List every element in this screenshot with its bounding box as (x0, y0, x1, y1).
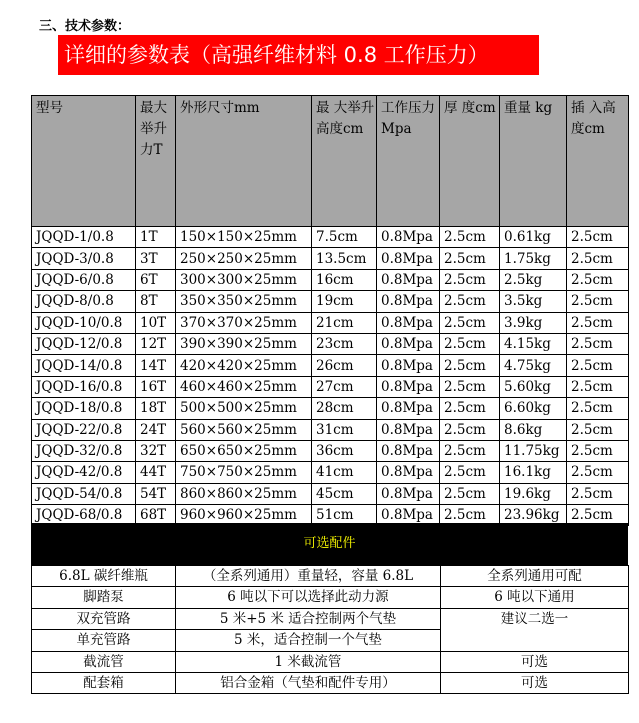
table-cell: 19cm (312, 291, 377, 312)
table-cell: 560×560×25mm (176, 419, 312, 440)
table-cell: 68T (136, 505, 176, 526)
table-cell: JQQD-6/0.8 (32, 269, 136, 290)
table-cell: 2.5kg (500, 269, 567, 290)
table-cell: 2.5cm (567, 333, 629, 354)
header-working-pressure: 工作压力Mpa (377, 96, 440, 227)
table-cell: JQQD-18/0.8 (32, 398, 136, 419)
table-cell: JQQD-3/0.8 (32, 248, 136, 269)
table-cell: JQQD-1/0.8 (32, 227, 136, 248)
table-row (32, 227, 629, 248)
table-cell: 27cm (312, 376, 377, 397)
table-cell: 36cm (312, 440, 377, 461)
accessory-note: 可选 (441, 651, 629, 672)
table-cell: 0.8Mpa (377, 291, 440, 312)
table-row (32, 291, 629, 312)
table-cell: 45cm (312, 483, 377, 504)
table-cell: 31cm (312, 419, 377, 440)
table-cell: 2.5cm (440, 355, 500, 376)
table-cell: 5.60kg (500, 376, 567, 397)
table-row (32, 248, 629, 269)
accessory-note: 可选 (441, 672, 629, 693)
table-cell: 250×250×25mm (176, 248, 312, 269)
table-cell: 41cm (312, 462, 377, 483)
table-cell: 150×150×25mm (176, 227, 312, 248)
table-cell: 2.5cm (440, 376, 500, 397)
table-cell: 2.5cm (567, 227, 629, 248)
table-cell: 0.8Mpa (377, 227, 440, 248)
table-cell: 350×350×25mm (176, 291, 312, 312)
table-cell: 1T (136, 227, 176, 248)
table-cell: 13.5cm (312, 248, 377, 269)
table-cell: 2.5cm (440, 505, 500, 526)
table-cell: 2.5cm (440, 312, 500, 333)
table-cell: 44T (136, 462, 176, 483)
table-cell: JQQD-10/0.8 (32, 312, 136, 333)
table-cell: JQQD-42/0.8 (32, 462, 136, 483)
table-cell: 2.5cm (440, 227, 500, 248)
table-cell: 16T (136, 376, 176, 397)
table-cell: 2.5cm (567, 398, 629, 419)
table-cell: 2.5cm (567, 419, 629, 440)
table-cell: 12T (136, 333, 176, 354)
table-cell: JQQD-14/0.8 (32, 355, 136, 376)
table-cell: 2.5cm (440, 291, 500, 312)
table-cell: 0.8Mpa (377, 376, 440, 397)
table-cell: 6.60kg (500, 398, 567, 419)
table-cell: 750×750×25mm (176, 462, 312, 483)
accessory-note: 建议二选一 (441, 608, 629, 651)
table-cell: 11.75kg (500, 440, 567, 461)
table-cell: 8.6kg (500, 419, 567, 440)
table-cell: 2.5cm (440, 398, 500, 419)
table-cell: 3T (136, 248, 176, 269)
table-cell: 2.5cm (440, 483, 500, 504)
accessory-desc: 6 吨以下可以选择此动力源 (176, 587, 441, 608)
table-cell: 7.5cm (312, 227, 377, 248)
table-cell: 390×390×25mm (176, 333, 312, 354)
table-cell: 500×500×25mm (176, 398, 312, 419)
table-cell: 8T (136, 291, 176, 312)
table-cell: 32T (136, 440, 176, 461)
table-cell: 2.5cm (440, 419, 500, 440)
table-cell: 2.5cm (567, 483, 629, 504)
table-cell: JQQD-32/0.8 (32, 440, 136, 461)
header-insert-height: 插 入高 度cm (567, 96, 629, 227)
table-cell: JQQD-16/0.8 (32, 376, 136, 397)
list-item (32, 608, 629, 629)
table-cell: 3.9kg (500, 312, 567, 333)
table-row (32, 440, 629, 461)
table-row (32, 355, 629, 376)
table-cell: 650×650×25mm (176, 440, 312, 461)
table-cell: 23cm (312, 333, 377, 354)
table-cell: 2.5cm (440, 333, 500, 354)
table-cell: 51cm (312, 505, 377, 526)
table-cell: 2.5cm (567, 291, 629, 312)
spec-table (31, 95, 629, 526)
table-cell: 16.1kg (500, 462, 567, 483)
table-cell: 420×420×25mm (176, 355, 312, 376)
table-cell: 54T (136, 483, 176, 504)
table-cell: 2.5cm (567, 376, 629, 397)
spec-header-row (32, 96, 629, 227)
accessory-name: 6.8L 碳纤维瓶 (32, 566, 176, 587)
accessory-desc: 铝合金箱（气垫和配件专用） (176, 672, 441, 693)
banner-title: 详细的参数表（高强纤维材料 0.8 工作压力） (58, 35, 539, 75)
table-cell: 2.5cm (567, 462, 629, 483)
header-thickness: 厚 度cm (440, 96, 500, 227)
table-cell: 2.5cm (567, 269, 629, 290)
accessory-name: 配套箱 (32, 672, 176, 693)
table-cell: 16cm (312, 269, 377, 290)
table-cell: JQQD-54/0.8 (32, 483, 136, 504)
table-cell: 28cm (312, 398, 377, 419)
header-dimensions: 外形尺寸mm (176, 96, 312, 227)
table-cell: 0.8Mpa (377, 269, 440, 290)
accessory-name: 脚踏泵 (32, 587, 176, 608)
table-cell: 2.5cm (567, 440, 629, 461)
accessory-note: 全系列通用可配 (441, 566, 629, 587)
table-cell: JQQD-12/0.8 (32, 333, 136, 354)
table-cell: 19.6kg (500, 483, 567, 504)
table-cell: JQQD-68/0.8 (32, 505, 136, 526)
table-row (32, 376, 629, 397)
table-cell: 3.5kg (500, 291, 567, 312)
table-row (32, 398, 629, 419)
header-weight: 重量 kg (500, 96, 567, 227)
table-cell: 2.5cm (567, 248, 629, 269)
table-cell: 4.15kg (500, 333, 567, 354)
list-item (32, 566, 629, 587)
table-row (32, 483, 629, 504)
table-cell: 10T (136, 312, 176, 333)
accessory-desc: （全系列通用）重量轻，容量 6.8L (176, 566, 441, 587)
table-cell: 4.75kg (500, 355, 567, 376)
table-cell: 21cm (312, 312, 377, 333)
table-cell: JQQD-8/0.8 (32, 291, 136, 312)
list-item (32, 672, 629, 693)
header-model: 型号 (32, 96, 136, 227)
accessories-table (31, 565, 629, 694)
section-title: 三、技术参数： (39, 19, 131, 34)
table-row (32, 419, 629, 440)
list-item (32, 587, 629, 608)
accessory-desc: 5 米，适合控制一个气垫 (176, 630, 441, 651)
table-cell: 0.61kg (500, 227, 567, 248)
accessory-name: 单充管路 (32, 630, 176, 651)
table-cell: 2.5cm (567, 312, 629, 333)
table-row (32, 312, 629, 333)
header-max-lift-force: 最大举升力T (136, 96, 176, 227)
table-cell: 2.5cm (440, 462, 500, 483)
table-cell: 26cm (312, 355, 377, 376)
accessory-name: 双充管路 (32, 608, 176, 629)
list-item (32, 651, 629, 672)
accessory-desc: 1 米截流管 (176, 651, 441, 672)
header-max-lift-height: 最 大举升高度cm (312, 96, 377, 227)
optional-accessories-bar: 可选配件 (31, 523, 628, 565)
table-cell: JQQD-22/0.8 (32, 419, 136, 440)
table-cell: 18T (136, 398, 176, 419)
table-row (32, 333, 629, 354)
table-cell: 2.5cm (440, 269, 500, 290)
accessory-note: 6 吨以下通用 (441, 587, 629, 608)
accessory-name: 截流管 (32, 651, 176, 672)
table-cell: 24T (136, 419, 176, 440)
table-cell: 2.5cm (440, 440, 500, 461)
table-cell: 2.5cm (440, 248, 500, 269)
table-cell: 14T (136, 355, 176, 376)
table-cell: 460×460×25mm (176, 376, 312, 397)
table-cell: 0.8Mpa (377, 440, 440, 461)
table-cell: 0.8Mpa (377, 462, 440, 483)
table-cell: 370×370×25mm (176, 312, 312, 333)
table-cell: 23.96kg (500, 505, 567, 526)
table-cell: 860×860×25mm (176, 483, 312, 504)
table-cell: 6T (136, 269, 176, 290)
table-cell: 0.8Mpa (377, 483, 440, 504)
table-cell: 0.8Mpa (377, 419, 440, 440)
table-row (32, 269, 629, 290)
table-cell: 300×300×25mm (176, 269, 312, 290)
table-cell: 0.8Mpa (377, 333, 440, 354)
table-cell: 2.5cm (567, 355, 629, 376)
accessory-desc: 5 米+5 米 适合控制两个气垫 (176, 608, 441, 629)
table-row (32, 462, 629, 483)
table-cell: 0.8Mpa (377, 355, 440, 376)
table-cell: 0.8Mpa (377, 505, 440, 526)
table-cell: 0.8Mpa (377, 398, 440, 419)
table-cell: 2.5cm (567, 505, 629, 526)
table-cell: 0.8Mpa (377, 248, 440, 269)
table-cell: 960×960×25mm (176, 505, 312, 526)
table-cell: 0.8Mpa (377, 312, 440, 333)
table-cell: 1.75kg (500, 248, 567, 269)
